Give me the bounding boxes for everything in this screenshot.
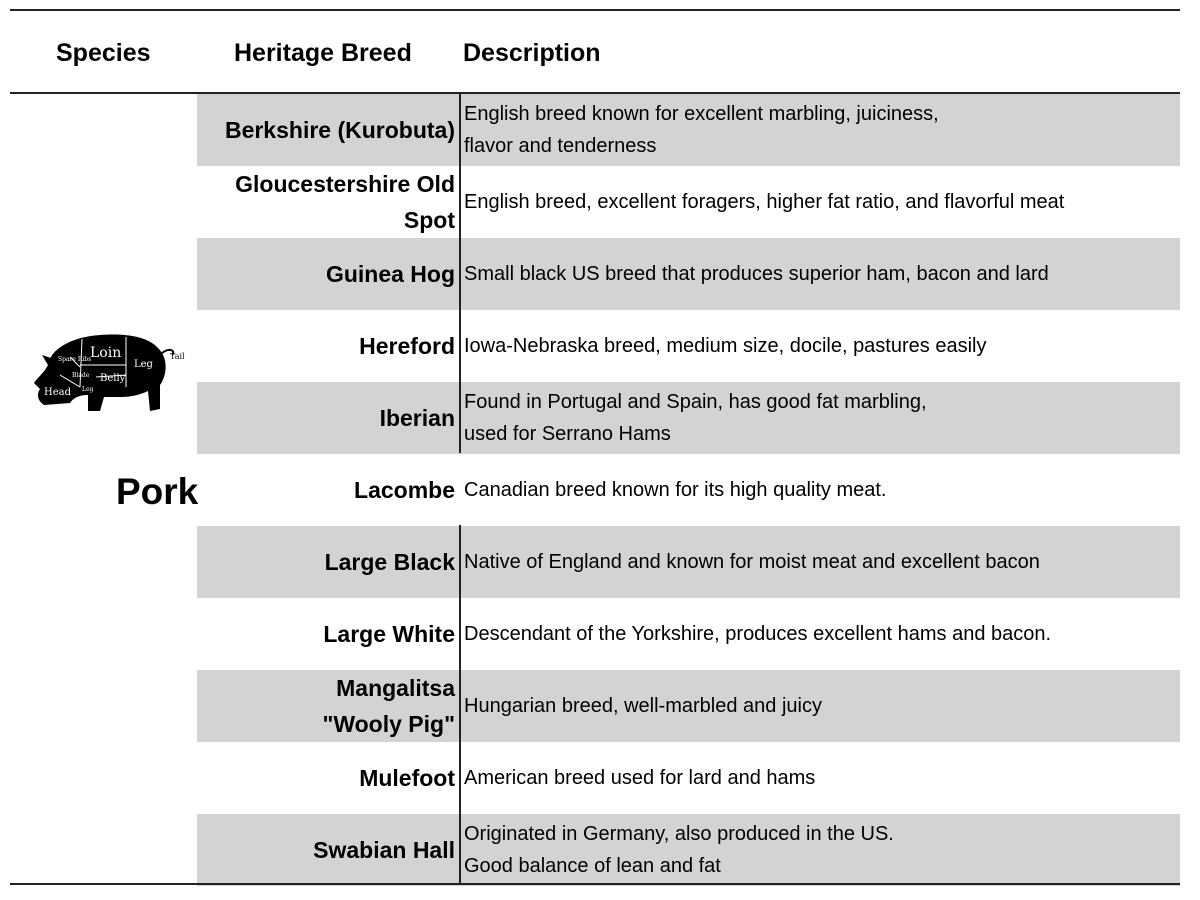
breed-name-line: Swabian Hall bbox=[313, 837, 455, 863]
description-line: used for Serrano Hams bbox=[464, 423, 671, 445]
table-row bbox=[197, 814, 1180, 886]
description-line: Originated in Germany, also produced in the US. bbox=[464, 823, 894, 845]
pig-cuts-icon bbox=[30, 325, 190, 420]
breed-name-line: Guinea Hog bbox=[325, 261, 455, 287]
breed-description bbox=[464, 598, 1176, 670]
breed-name bbox=[197, 382, 455, 454]
description-line: English breed known for excellent marbling, juiciness, bbox=[464, 103, 939, 125]
breed-description bbox=[464, 238, 1176, 310]
species-pork-label: Pork bbox=[116, 471, 199, 512]
breed-name bbox=[197, 310, 455, 382]
header-description: Description bbox=[463, 39, 601, 67]
breed-name-line: Mangalitsa bbox=[336, 675, 455, 701]
breed-name bbox=[197, 670, 455, 742]
breed-name-line: Large Black bbox=[324, 549, 455, 575]
description-line: English breed, excellent foragers, higher fat ratio, and flavorful meat bbox=[464, 191, 1065, 213]
breed-name-line: Hereford bbox=[359, 333, 455, 359]
description-line: Good balance of lean and fat bbox=[464, 855, 721, 877]
breed-name bbox=[197, 238, 455, 310]
description-line: Hungarian breed, well-marbled and juicy bbox=[464, 695, 822, 717]
breed-name bbox=[197, 814, 455, 886]
table-row bbox=[197, 310, 1180, 382]
table-row bbox=[197, 166, 1180, 238]
table-row bbox=[197, 382, 1180, 454]
breed-name-line: Spot bbox=[403, 207, 455, 233]
description-line: American breed used for lard and hams bbox=[464, 767, 816, 789]
table-row bbox=[197, 670, 1180, 742]
breed-name bbox=[197, 742, 455, 814]
breed-name-line: Lacombe bbox=[354, 477, 455, 503]
table-row bbox=[197, 742, 1180, 814]
header-heritage-breed: Heritage Breed bbox=[234, 39, 412, 67]
breed-description bbox=[464, 742, 1176, 814]
breed-description bbox=[464, 454, 1176, 526]
pig-label-leg-small: Leg bbox=[82, 386, 94, 393]
table-row bbox=[197, 238, 1180, 310]
table-row bbox=[197, 454, 1180, 526]
description-line: Descendant of the Yorkshire, produces excellent hams and bacon. bbox=[464, 623, 1052, 645]
table-row bbox=[197, 526, 1180, 598]
breed-name-line: Berkshire (Kurobuta) bbox=[224, 117, 455, 143]
breed-name bbox=[197, 94, 455, 166]
header-species: Species bbox=[56, 39, 151, 67]
column-divider-upper bbox=[459, 93, 461, 453]
description-line: Small black US breed that produces superior ham, bacon and lard bbox=[464, 263, 1049, 285]
pig-label-loin: Loin bbox=[90, 345, 122, 361]
bottom-rule bbox=[10, 883, 1180, 885]
description-line: Canadian breed known for its high quality meat. bbox=[464, 479, 887, 501]
pig-label-blade: Blade bbox=[72, 372, 90, 379]
breed-description bbox=[464, 94, 1176, 166]
breed-description bbox=[464, 382, 1176, 454]
breed-name bbox=[197, 454, 455, 526]
pig-label-leg: Leg bbox=[134, 359, 153, 370]
table-row bbox=[197, 94, 1180, 166]
breed-name bbox=[197, 526, 455, 598]
pig-label-head: Head bbox=[44, 387, 72, 398]
breed-description bbox=[464, 814, 1176, 886]
breed-name bbox=[197, 166, 455, 238]
pig-label-belly: Belly bbox=[100, 373, 126, 384]
breed-description bbox=[464, 310, 1176, 382]
column-divider-lower bbox=[459, 525, 461, 884]
breed-description bbox=[464, 166, 1176, 238]
pig-label-spare-ribs: Spare Ribs bbox=[58, 356, 92, 363]
breed-name bbox=[197, 598, 455, 670]
description-line: Found in Portugal and Spain, has good fat marbling, bbox=[464, 391, 927, 413]
description-line: Iowa-Nebraska breed, medium size, docile, pastures easily bbox=[464, 335, 987, 357]
breed-name-line: Mulefoot bbox=[359, 765, 455, 791]
breed-name-line: Iberian bbox=[379, 405, 455, 431]
breed-name-line: Gloucestershire Old bbox=[235, 171, 455, 197]
breed-name-line: "Wooly Pig" bbox=[322, 711, 455, 737]
description-line: flavor and tenderness bbox=[464, 135, 657, 157]
breed-description bbox=[464, 670, 1176, 742]
pig-label-tail: Tail bbox=[170, 352, 185, 361]
top-rule bbox=[10, 9, 1180, 11]
breed-name-line: Large White bbox=[323, 621, 455, 647]
breed-description bbox=[464, 526, 1176, 598]
table-row bbox=[197, 598, 1180, 670]
description-line: Native of England and known for moist meat and excellent bacon bbox=[464, 551, 1040, 573]
